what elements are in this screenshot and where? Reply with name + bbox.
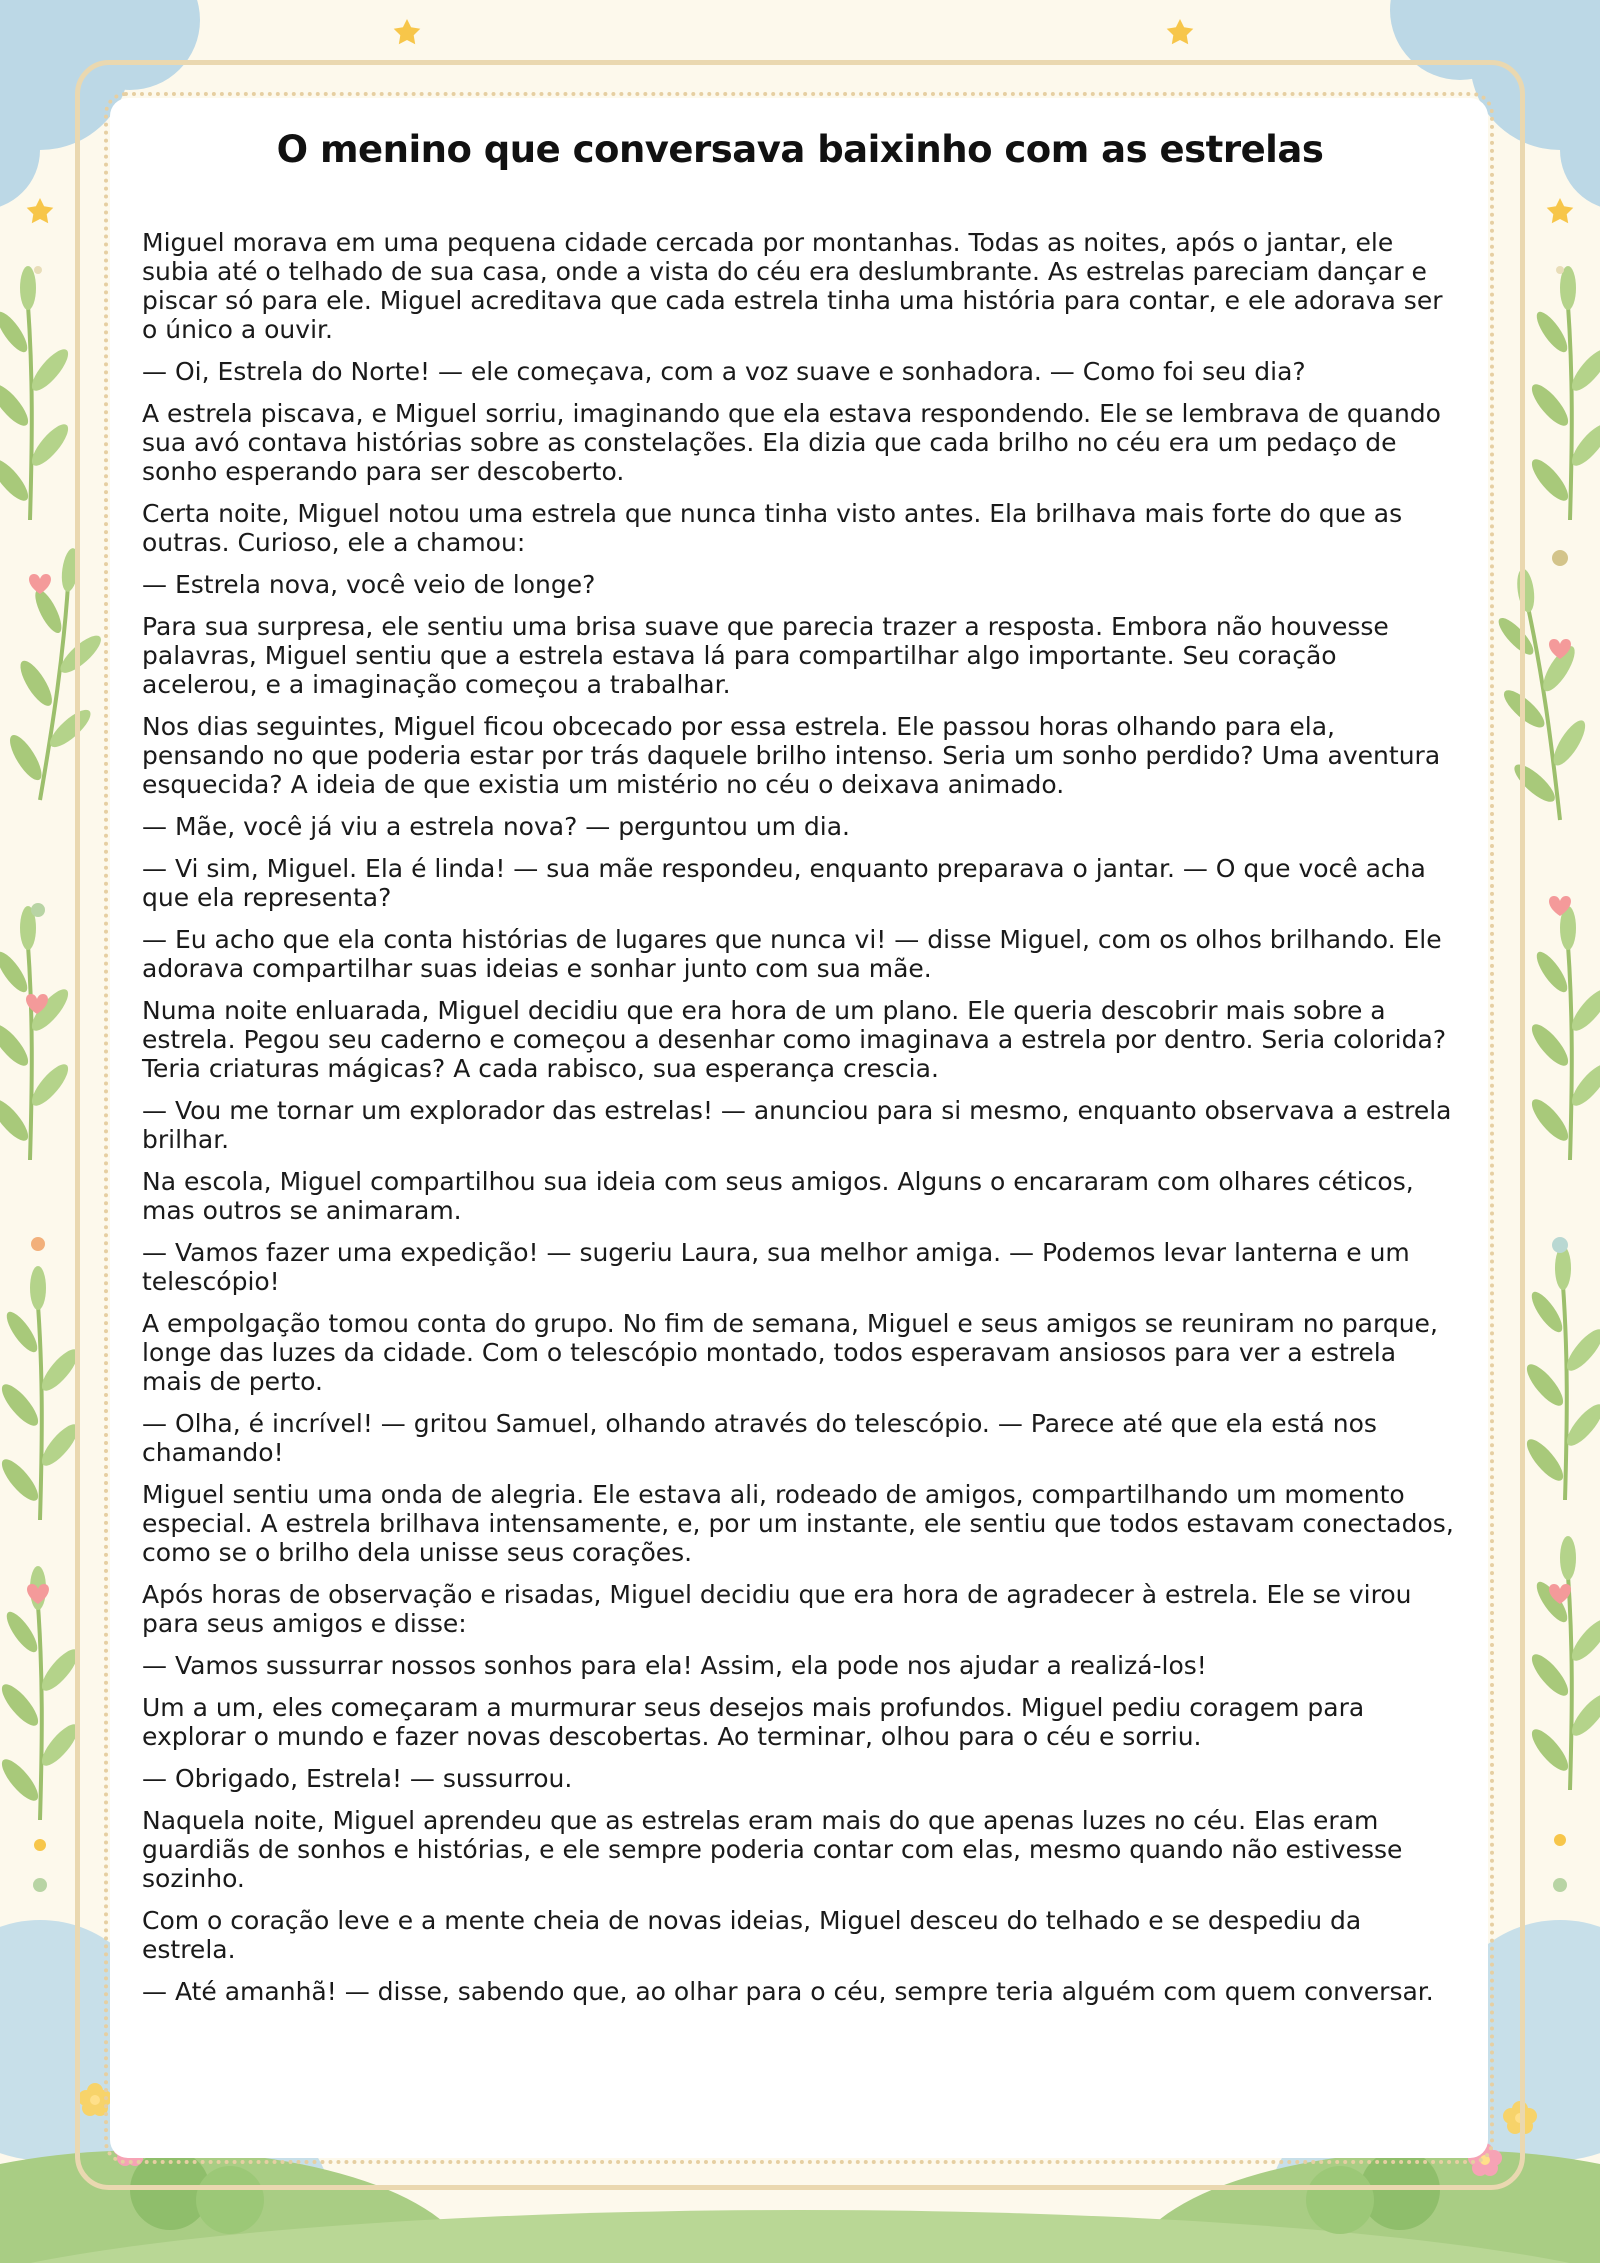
story-paragraph: — Olha, é incrível! — gritou Samuel, olhando através do telescópio. — Parece até que ela está nos chamando! xyxy=(142,1409,1377,1467)
leaf-branch-icon xyxy=(0,266,74,520)
story-paragraph: Na escola, Miguel compartilhou sua ideia com seus amigos. Alguns o encararam com olhares céticos, mas outros se animaram. xyxy=(142,1167,1414,1225)
story-paragraph: Numa noite enluarada, Miguel decidiu que era hora de um plano. Ele queria descobrir mais sobre a estrela. Pegou seu caderno e começou a desenhar como imaginava a estrela por dentro. Seria colorida? Teria criaturas mágicas? A cada rabisco, sua esperança crescia. xyxy=(142,996,1447,1083)
story-paragraph: — Vamos fazer uma expedição! — sugeriu Laura, sua melhor amiga. — Podemos levar lanterna e um telescópio! xyxy=(142,1238,1410,1296)
story-paragraph: A estrela piscava, e Miguel sorriu, imaginando que ela estava respondendo. Ele se lembrava de quando sua avó contava histórias sobre as constelações. Ela dizia que cada brilho no céu era um pedaço de sonho esperando para ser descoberto. xyxy=(142,399,1441,486)
story-paragraph: — Vi sim, Miguel. Ela é linda! — sua mãe respondeu, enquanto preparava o jantar. — O que você acha que ela representa? xyxy=(142,854,1426,912)
story-paragraph: Miguel sentiu uma onda de alegria. Ele estava ali, rodeado de amigos, compartilhando um momento especial. A estrela brilhava intensamente, e, por um instante, ele sentiu que todos estavam conectados, como se o brilho dela unisse seus corações. xyxy=(142,1480,1454,1567)
leaf-branch-icon xyxy=(1526,906,1600,1160)
leaf-branch-icon xyxy=(0,906,74,1160)
story-paragraph: — Vamos sussurrar nossos sonhos para ela! Assim, ela pode nos ajudar a realizá-los! xyxy=(142,1651,1207,1680)
story-paragraph: — Até amanhã! — disse, sabendo que, ao olhar para o céu, sempre teria alguém com quem conversar. xyxy=(142,1977,1434,2006)
star-icon xyxy=(1547,198,1574,223)
story-paragraph: — Obrigado, Estrela! — sussurrou. xyxy=(142,1764,573,1793)
leaf-branch-icon xyxy=(0,1566,84,1820)
story-paragraph: Um a um, eles começaram a murmurar seus desejos mais profundos. Miguel pediu coragem para explorar o mundo e fazer novas descobertas. Ao terminar, olhou para o céu e sorriu. xyxy=(142,1693,1365,1751)
story-paragraph: Certa noite, Miguel notou uma estrela que nunca tinha visto antes. Ela brilhava mais forte do que as outras. Curioso, ele a chamou: xyxy=(142,499,1403,557)
star-icon xyxy=(27,198,54,223)
page-title: O menino que conversava baixinho com as estrelas xyxy=(276,128,1324,171)
heart-icon xyxy=(29,574,51,594)
story-paragraph: Miguel morava em uma pequena cidade cercada por montanhas. Todas as noites, após o jantar, ele subia até o telhado de sua casa, onde a vista do céu era deslumbrante. As estrelas pareciam dançar e piscar só para ele. Miguel acreditava que cada estrela tinha uma história para contar, e ele adorava ser o único a ouvir. xyxy=(142,228,1443,344)
story-paragraph: — Eu acho que ela conta histórias de lugares que nunca vi! — disse Miguel, com os olhos brilhando. Ele adorava compartilhar suas ideias e sonhar junto com sua mãe. xyxy=(142,925,1442,983)
leaf-branch-icon xyxy=(1526,1536,1600,1790)
story-paragraph: — Oi, Estrela do Norte! — ele começava, com a voz suave e sonhadora. — Como foi seu dia? xyxy=(142,357,1306,386)
story-paragraph: Para sua surpresa, ele sentiu uma brisa suave que parecia trazer a resposta. Embora não houvesse palavras, Miguel sentiu que a estrela estava lá para compartilhar algo importante. Seu coração acelerou, e a imaginação começou a trabalhar. xyxy=(142,612,1389,699)
story-paragraph: — Estrela nova, você veio de longe? xyxy=(142,570,596,599)
story-paragraph: Com o coração leve e a mente cheia de novas ideias, Miguel desceu do telhado e se despediu da estrela. xyxy=(142,1906,1362,1964)
leaf-branch-icon xyxy=(0,1266,84,1520)
story-paragraph: Naquela noite, Miguel aprendeu que as estrelas eram mais do que apenas luzes no céu. Elas eram guardiãs de sonhos e histórias, e ele sempre poderia contar com elas, mesmo quando não estivesse sozinho. xyxy=(142,1806,1403,1893)
story-body xyxy=(142,228,1458,2019)
star-icon xyxy=(394,19,421,44)
leaf-branch-icon xyxy=(1521,1246,1600,1500)
story-paragraph: Nos dias seguintes, Miguel ficou obcecado por essa estrela. Ele passou horas olhando para ela, pensando no que poderia estar por trás daquele brilho intenso. Seria um sonho perdido? Uma aventura esquecida? A ideia de que existia um mistério no céu o deixava animado. xyxy=(142,712,1441,799)
story-paragraph: — Mãe, você já viu a estrela nova? — perguntou um dia. xyxy=(142,812,850,841)
story-paragraph: — Vou me tornar um explorador das estrelas! — anunciou para si mesmo, enquanto observava a estrela brilhar. xyxy=(142,1096,1452,1154)
story-paragraph: Após horas de observação e risadas, Miguel decidiu que era hora de agradecer à estrela. Ele se virou para seus amigos e disse: xyxy=(142,1580,1412,1638)
leaf-branch-icon xyxy=(1526,266,1600,520)
star-icon xyxy=(1167,19,1194,44)
story-paragraph: A empolgação tomou conta do grupo. No fim de semana, Miguel e seus amigos se reuniram no parque, longe das luzes da cidade. Com o telescópio montado, todos esperavam ansiosos para ver a estrela mais de perto. xyxy=(142,1309,1438,1396)
